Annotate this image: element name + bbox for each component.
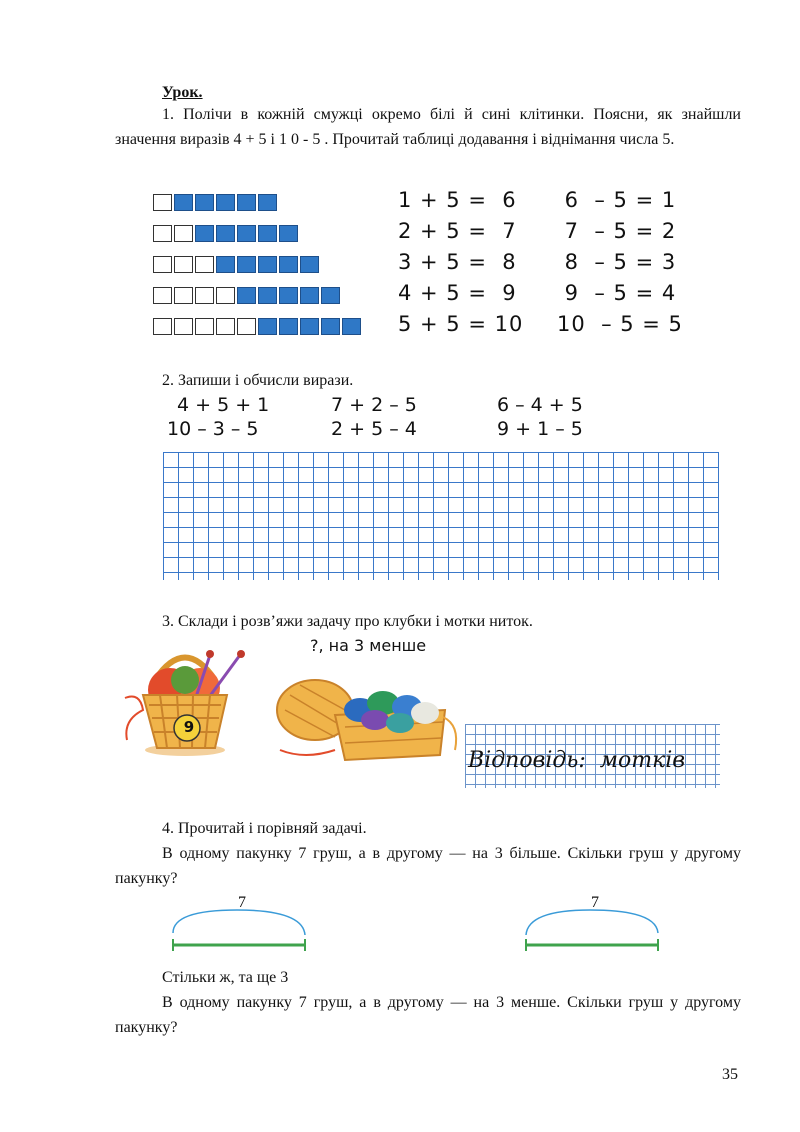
- expression: 7 + 2 – 5: [331, 394, 417, 416]
- problem2-text: В одному пакунку 7 груш, а в другому — на 3 менше. Скільки груш у другому пакунку?: [115, 994, 741, 1036]
- white-cell: [216, 318, 235, 335]
- basket-number: 9: [183, 718, 195, 736]
- white-cell: [174, 225, 193, 242]
- segment-diagram-left: [165, 905, 315, 955]
- subtraction-row: 6 – 5 = 1: [557, 188, 677, 212]
- blue-cell: [237, 225, 256, 242]
- question-label: ?, на 3 менше: [310, 636, 427, 655]
- subtraction-row: 9 – 5 = 4: [557, 281, 677, 305]
- addition-row: 4 + 5 = 9: [398, 281, 517, 305]
- cell-strips: [153, 194, 363, 349]
- white-cell: [153, 318, 172, 335]
- problem1-text: В одному пакунку 7 груш, а в другому — на 3 більше. Скільки груш у другому пакунку?: [115, 845, 741, 887]
- blue-cell: [321, 318, 340, 335]
- task4-text: 4. Прочитай і порівняй задачі.: [162, 820, 367, 837]
- writing-grid: [163, 452, 719, 580]
- white-cell: [153, 256, 172, 273]
- cell-strip: [153, 225, 363, 256]
- blue-cell: [216, 256, 235, 273]
- hint-text: Стільки ж, та ще 3: [162, 969, 289, 986]
- blue-cell: [342, 318, 361, 335]
- blue-cell: [195, 194, 214, 211]
- cell-strip: [153, 318, 363, 349]
- blue-cell: [195, 225, 214, 242]
- cell-strip: [153, 194, 363, 225]
- blue-cell: [258, 318, 277, 335]
- white-cell: [216, 287, 235, 304]
- diagram-left-label: 7: [238, 894, 246, 911]
- expression: 6 – 4 + 5: [497, 394, 583, 416]
- white-cell: [153, 194, 172, 211]
- task2-text: 2. Запиши і обчисли вирази.: [162, 372, 354, 389]
- blue-cell: [258, 194, 277, 211]
- expressions: [167, 394, 637, 442]
- expression: 10 – 3 – 5: [167, 418, 259, 440]
- white-cell: [237, 318, 256, 335]
- task1-text: 1. Полічи в кожній смужці окремо білі й сині клітинки. Поясни, як знайшли значення виразів 4 + 5 і 1 0 - 5 . Прочитай таблиці додавання і віднімання числа 5.: [115, 106, 741, 148]
- cell-strip: [153, 287, 363, 318]
- blue-cell: [237, 256, 256, 273]
- white-cell: [174, 318, 193, 335]
- blue-cell: [237, 287, 256, 304]
- blue-cell: [279, 287, 298, 304]
- page-number: 35: [722, 1066, 738, 1083]
- expression: 9 + 1 – 5: [497, 418, 583, 440]
- subtraction-row: 10 – 5 = 5: [557, 312, 683, 336]
- blue-cell: [258, 256, 277, 273]
- blue-cell: [258, 225, 277, 242]
- addition-row: 2 + 5 = 7: [398, 219, 517, 243]
- blue-cell: [321, 287, 340, 304]
- cell-strip: [153, 256, 363, 287]
- white-cell: [195, 256, 214, 273]
- addition-row: 3 + 5 = 8: [398, 250, 517, 274]
- white-cell: [153, 225, 172, 242]
- box-illustration: [275, 655, 465, 770]
- blue-cell: [216, 225, 235, 242]
- blue-cell: [300, 318, 319, 335]
- addition-row: 1 + 5 = 6: [398, 188, 517, 212]
- blue-cell: [174, 194, 193, 211]
- white-cell: [174, 256, 193, 273]
- addition-table: [398, 188, 523, 343]
- white-cell: [195, 318, 214, 335]
- blue-cell: [279, 225, 298, 242]
- blue-cell: [237, 194, 256, 211]
- subtraction-row: 8 – 5 = 3: [557, 250, 677, 274]
- blue-cell: [279, 256, 298, 273]
- subtraction-table: [557, 188, 683, 343]
- white-cell: [195, 287, 214, 304]
- subtraction-row: 7 – 5 = 2: [557, 219, 677, 243]
- white-cell: [174, 287, 193, 304]
- diagram-right-label: 7: [591, 894, 599, 911]
- answer-line: Відповідь: мотків: [468, 748, 686, 773]
- blue-cell: [300, 256, 319, 273]
- lesson-heading: Урок.: [162, 84, 203, 101]
- expression: 4 + 5 + 1: [177, 394, 270, 416]
- white-cell: [153, 287, 172, 304]
- blue-cell: [216, 194, 235, 211]
- blue-cell: [258, 287, 277, 304]
- basket-illustration: [115, 640, 265, 770]
- task3-text: 3. Склади і розв’яжи задачу про клубки і мотки ниток.: [162, 613, 533, 630]
- segment-diagram-right: [518, 905, 668, 955]
- blue-cell: [300, 287, 319, 304]
- expression: 2 + 5 – 4: [331, 418, 417, 440]
- blue-cell: [279, 318, 298, 335]
- addition-row: 5 + 5 = 10: [398, 312, 524, 336]
